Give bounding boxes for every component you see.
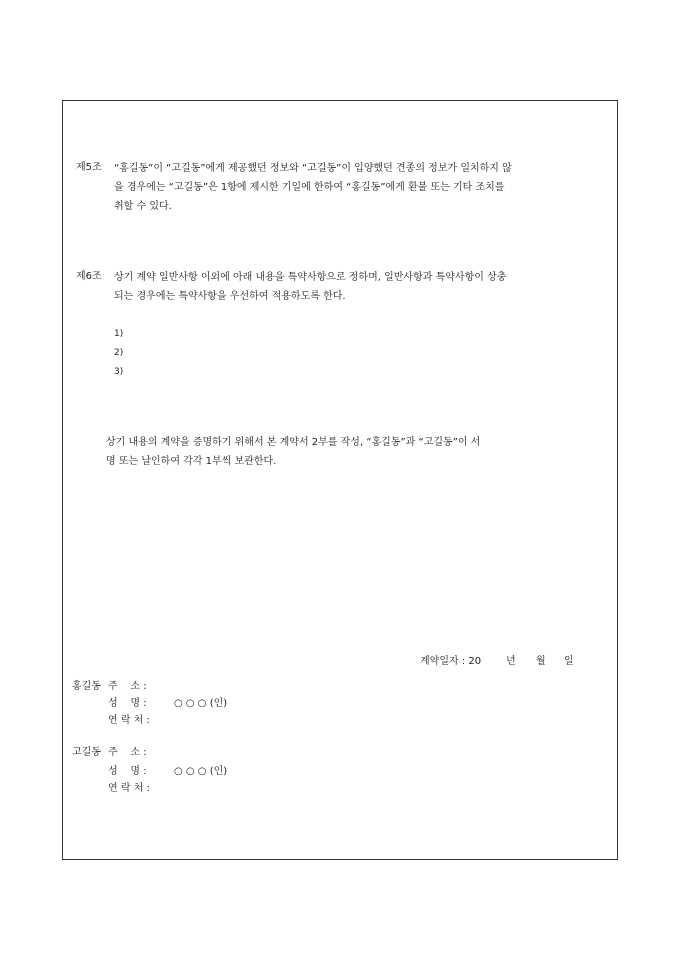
article-6-label: 제6조 [76,271,102,282]
party-1-signature: ○ ○ ○ (인) [174,698,228,709]
article-5 [76,162,102,174]
special-term-item: 1) [114,329,124,339]
party-1-contact-label: 연 락 처 : [108,715,150,726]
special-term-item: 3) [114,367,124,377]
party-2-signature: ○ ○ ○ (인) [174,766,228,777]
article-5-line-2: 을 경우에는 “고길동”은 1항에 제시한 기일에 한하여 “홍길동”에게 환불 또는 기타 조치를 [114,182,505,193]
party-2-name-label: 성 명 : [108,766,147,777]
article-5-line-1: “홍길동”이 “고길동”에게 제공했던 정보와 “고길동”이 입양했던 견종의 정보가 일치하지 않 [114,163,512,174]
article-5-body [114,162,604,214]
party-1-name: 홍길동 [72,681,101,692]
contract-date-month: 월 [536,656,546,667]
party-2-contact-label: 연 락 처 : [108,783,150,794]
article-6-line-1: 상기 계약 일반사항 이외에 아래 내용을 특약사항으로 정하며, 일반사항과 특약사항이 상충 [114,272,507,283]
article-6 [76,271,102,283]
contract-date-year: 년 [506,656,516,667]
closing-line-2: 명 또는 날인하여 각각 1부씩 보관한다. [106,456,277,467]
party-1-address-label: 주 소 : [108,681,147,692]
contract-page-border [62,100,618,860]
contract-date-day: 일 [564,656,574,667]
article-5-label: 제5조 [76,162,102,173]
closing-line-1: 상기 내용의 계약을 증명하기 위해서 본 계약서 2부를 작성, “홍길동”과 “고길동”이 서 [106,437,481,448]
contract-date-label: 계약일자 : 20 [420,656,482,667]
party-1-name-label: 성 명 : [108,698,147,709]
party-2-address-label: 주 소 : [108,747,147,758]
article-6-body [114,271,604,304]
article-6-line-2: 되는 경우에는 특약사항을 우선하여 적용하도록 한다. [114,291,346,302]
article-5-line-3: 취할 수 있다. [114,201,172,212]
party-2-name: 고길동 [72,747,101,758]
closing-statement [106,436,586,469]
special-term-item: 2) [114,348,124,358]
